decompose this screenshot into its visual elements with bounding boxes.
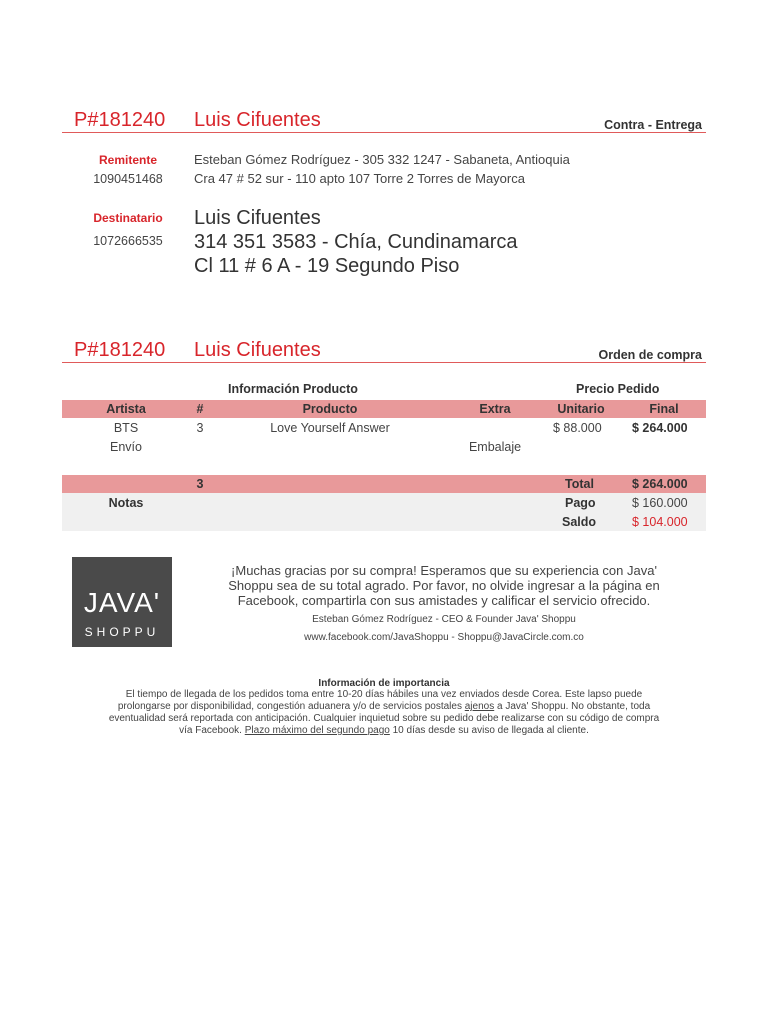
- col-product: Producto: [302, 402, 358, 416]
- order-id: P#181240: [74, 109, 166, 131]
- balance-value: $ 104.000: [632, 515, 688, 529]
- row2-artist: Envío: [110, 440, 142, 454]
- col-unit: Unitario: [557, 402, 605, 416]
- col-qty: #: [196, 402, 204, 416]
- importance-body: [62, 689, 706, 737]
- importance-line4: [62, 725, 706, 737]
- recipient-line2: Cl 11 # 6 A - 19 Segundo Piso: [194, 255, 460, 277]
- importance-line2-a: prolongarse por disponibilidad, congestión aduanera y/o de servicios postales: [117, 701, 465, 712]
- importance-title: Información de importancia: [318, 678, 450, 689]
- row1-artist: BTS: [113, 421, 139, 435]
- importance-line4-b: 10 días desde su aviso de llegada al cliente.: [389, 725, 589, 736]
- row1-final: $ 264.000: [632, 421, 688, 435]
- order-type: Orden de compra: [598, 348, 702, 362]
- customer-name: Luis Cifuentes: [194, 109, 321, 131]
- signature: Esteban Gómez Rodríguez - CEO & Founder Java' Shoppu: [312, 614, 576, 625]
- shipping-header: [62, 109, 706, 133]
- logo-text-bottom: SHOPPU: [84, 625, 160, 639]
- importance-line2: [62, 701, 706, 713]
- thanks-line1: ¡Muchas gracias por su compra! Esperamos que su experiencia con Java': [231, 563, 657, 578]
- total-value: $ 264.000: [632, 477, 688, 491]
- col-artist: Artista: [106, 402, 146, 416]
- importance-line2-b: a Java' Shoppu. No obstante, toda: [494, 701, 651, 712]
- row1-product: Love Yourself Answer: [270, 421, 390, 435]
- group-price-header: Precio Pedido: [576, 382, 660, 396]
- recipient-line1: 314 351 3583 - Chía, Cundinamarca: [194, 231, 518, 253]
- col-final: Final: [649, 402, 679, 416]
- total-band: [62, 475, 706, 493]
- recipient-name: Luis Cifuentes: [194, 207, 321, 229]
- paid-label: Pago: [565, 496, 596, 510]
- group-product-header: Información Producto: [228, 382, 358, 396]
- recipient-id: 1072666535: [93, 234, 163, 248]
- paid-value: $ 160.000: [632, 496, 688, 510]
- thanks-line2: Shoppu sea de su total agrado. Por favor, no olvide ingresar a la página en: [228, 578, 660, 593]
- importance-line2-underlined: ajenos: [464, 701, 495, 712]
- row1-unit: $ 88.000: [553, 421, 602, 435]
- order-id-2: P#181240: [74, 339, 166, 361]
- importance-line3: eventualidad será reportada con anticipación. Cualquier inquietud sobre su pedido debe realizarse con su código de compra: [108, 713, 660, 724]
- notes-label: Notas: [108, 496, 144, 510]
- row1-qty: 3: [196, 421, 204, 435]
- payment-type: Contra - Entrega: [604, 118, 702, 132]
- row2-extra: Embalaje: [468, 440, 522, 454]
- contact-info: www.facebook.com/JavaShoppu - Shoppu@JavaCircle.com.co: [304, 632, 584, 643]
- customer-name-2: Luis Cifuentes: [194, 339, 321, 361]
- sender-line1: Esteban Gómez Rodríguez - 305 332 1247 - Sabaneta, Antioquia: [194, 152, 570, 167]
- thanks-message: [196, 563, 692, 608]
- sender-line2: Cra 47 # 52 sur - 110 apto 107 Torre 2 Torres de Mayorca: [194, 171, 525, 186]
- importance-line4-underlined: Plazo máximo del segundo pago: [244, 725, 390, 736]
- logo-text-top: JAVA': [83, 587, 161, 618]
- order-header: [62, 339, 706, 363]
- importance-line1: El tiempo de llegada de los pedidos toma entre 10-20 días hábiles una vez enviados desde Corea. Este lapso puede: [125, 689, 643, 700]
- sender-label: Remitente: [98, 153, 157, 167]
- total-label: Total: [565, 477, 594, 491]
- sender-id: 1090451468: [93, 172, 163, 186]
- importance-line4-a: vía Facebook.: [179, 725, 245, 736]
- thanks-line3: Facebook, compartirla con sus amistades y calificar el servicio ofrecido.: [237, 593, 651, 608]
- recipient-label: Destinatario: [93, 211, 163, 225]
- balance-label: Saldo: [562, 515, 597, 529]
- total-qty: 3: [196, 477, 204, 491]
- col-extra: Extra: [479, 402, 511, 416]
- java-shoppu-logo: [72, 557, 172, 647]
